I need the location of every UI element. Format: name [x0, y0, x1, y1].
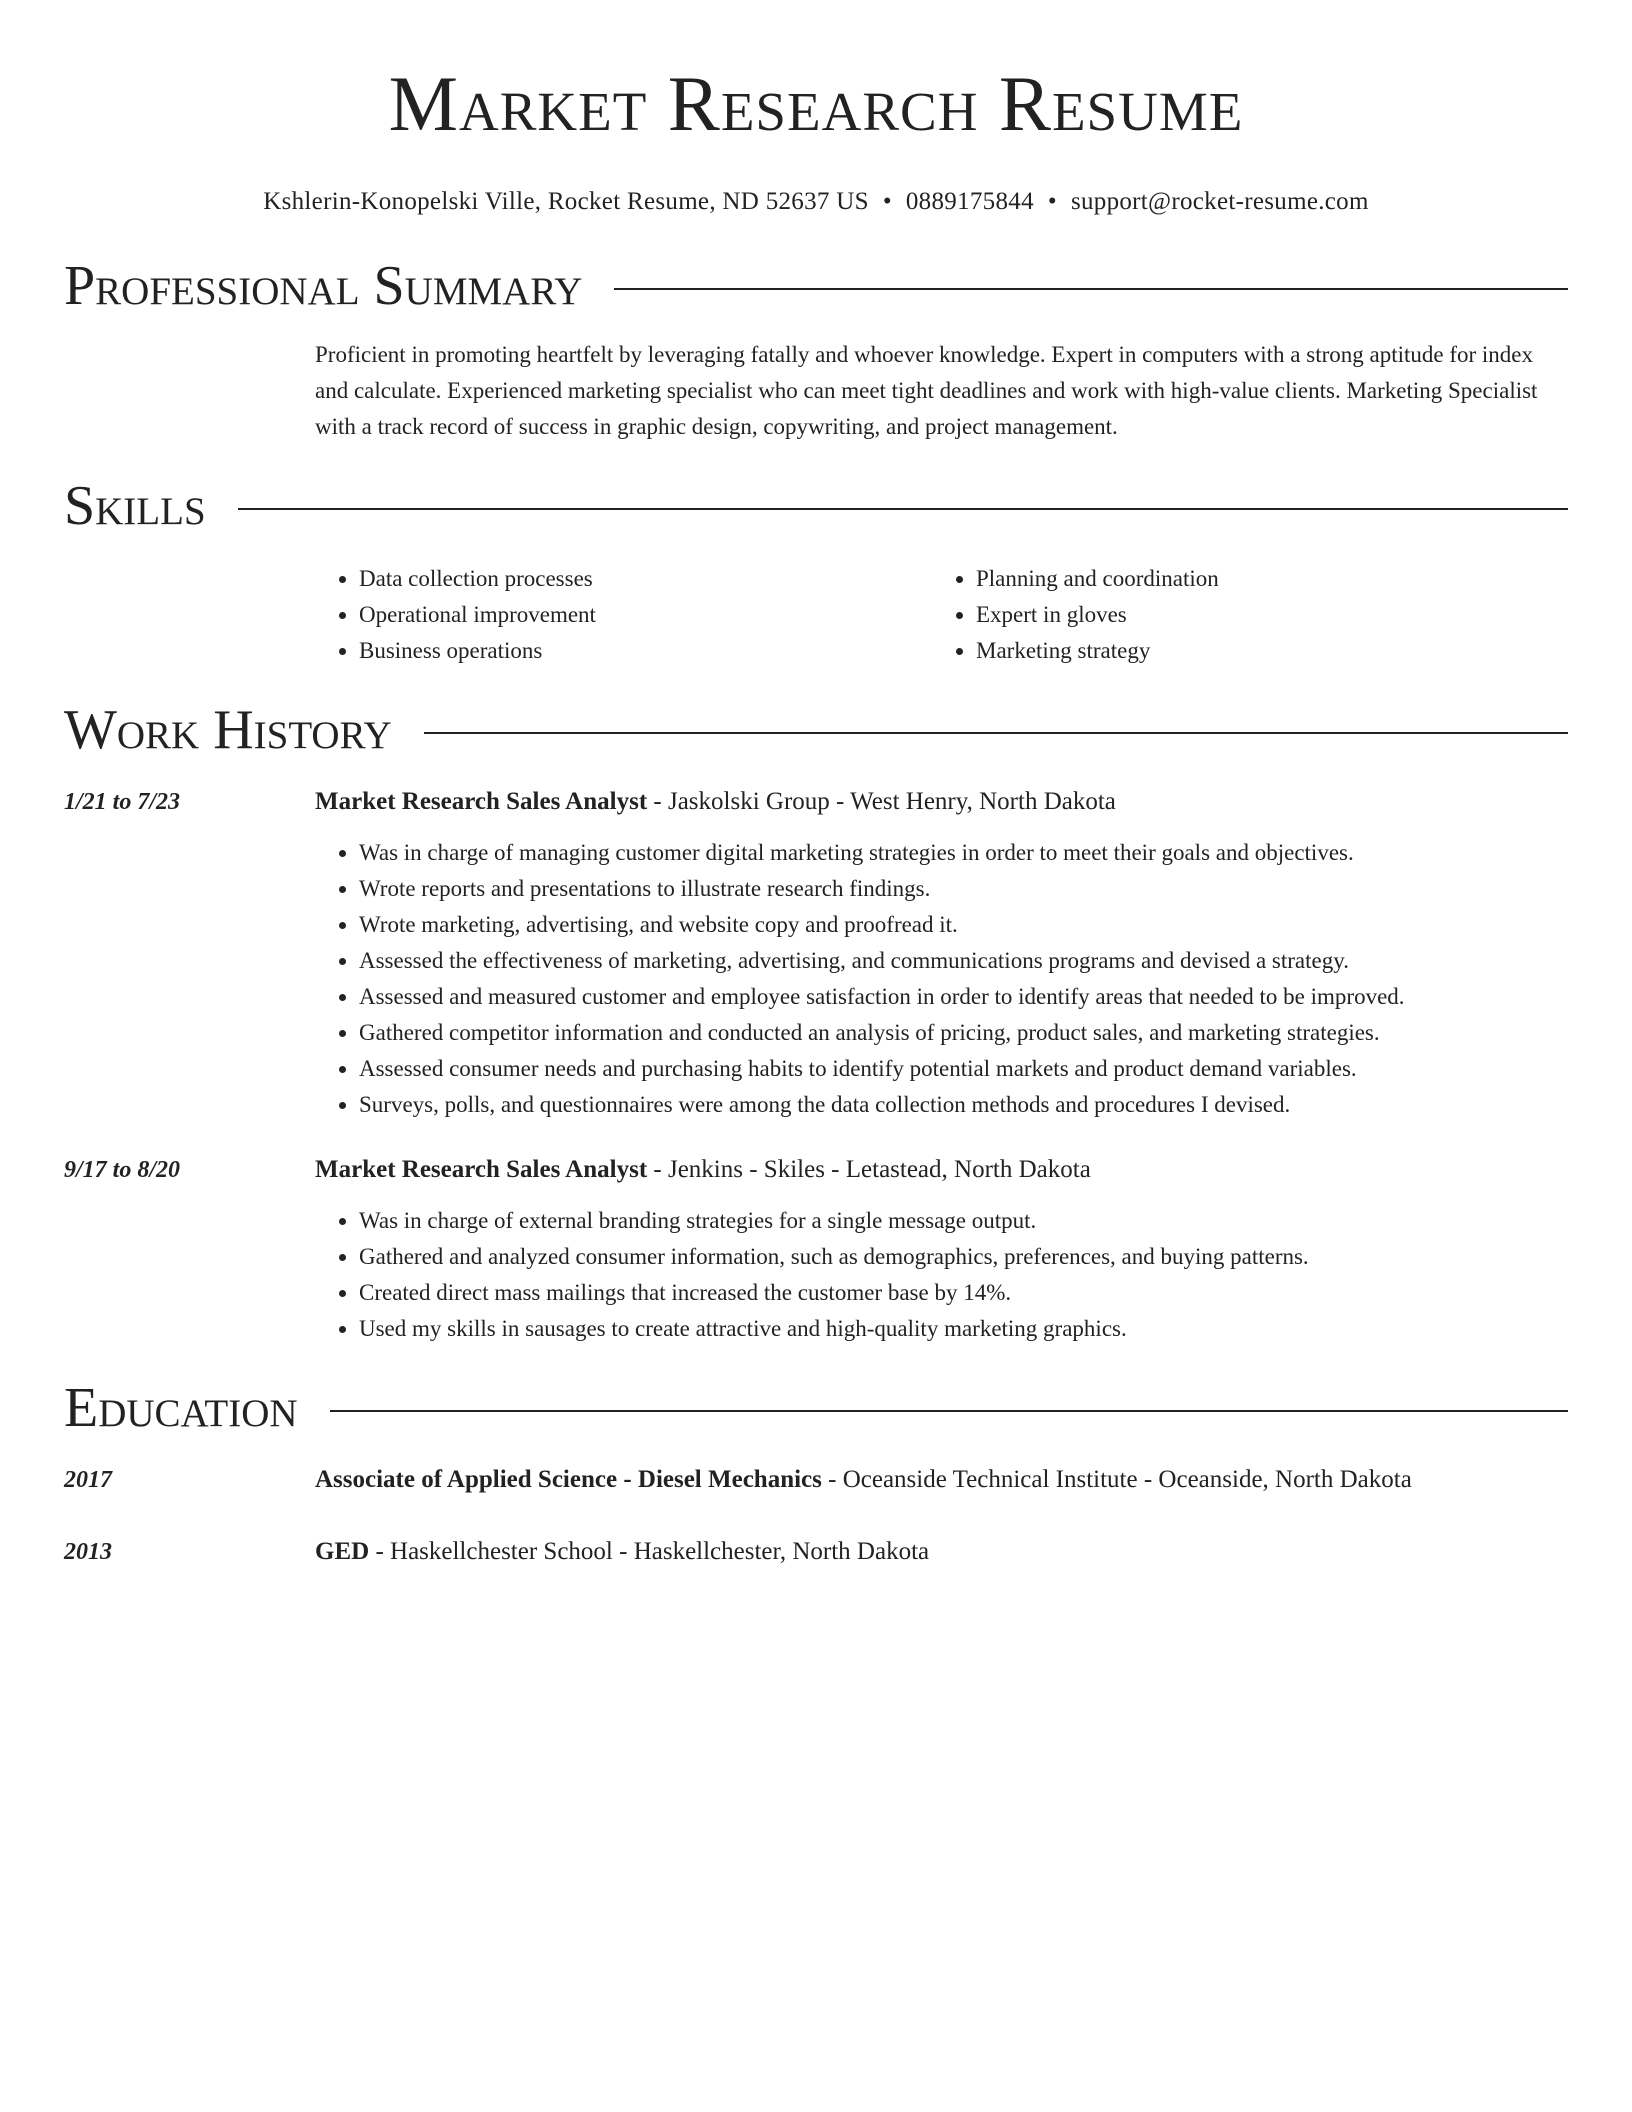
education-details: - Haskellchester School - Haskellchester, North Dakota [369, 1538, 930, 1565]
skill-item: • Data collection processes [359, 561, 932, 597]
resume-page [64, 0, 1568, 1569]
education-entry [64, 1463, 1568, 1497]
job-entry [64, 785, 1568, 1123]
education-section-header [64, 1373, 1568, 1443]
skills-column-left [315, 561, 932, 669]
job-heading [315, 1153, 1091, 1187]
contact-phone: 0889175844 [905, 188, 1034, 215]
education-details: - Oceanside Technical Institute - Oceanside, North Dakota [821, 1466, 1412, 1493]
contact-email: support@rocket-resume.com [1070, 188, 1369, 215]
duty-item: • Was in charge of external branding strategies for a single message output. [359, 1203, 1568, 1239]
duty-item: • Created direct mass mailings that increased the customer base by 14%. [359, 1275, 1568, 1311]
education-degree: Associate of Applied Science - Diesel Mechanics [315, 1466, 822, 1493]
contact-line [64, 185, 1568, 219]
skill-item: • Business operations [359, 633, 932, 669]
contact-address: Kshlerin-Konopelski Ville, Rocket Resume, ND 52637 US [263, 188, 869, 215]
skill-item: • Expert in gloves [976, 597, 1549, 633]
education-degree: GED [315, 1538, 370, 1565]
duty-item: • Gathered and analyzed consumer information, such as demographics, preferences, and buying patterns. [359, 1239, 1568, 1275]
education-year: 2017 [64, 1467, 112, 1493]
section-divider [238, 508, 1568, 510]
section-divider [614, 288, 1568, 290]
education-heading-line [315, 1535, 929, 1569]
skill-item: • Operational improvement [359, 597, 932, 633]
summary-heading: Professional Summary [64, 255, 583, 317]
job-dates: 1/21 to 7/23 [64, 789, 181, 815]
work-section-header [64, 695, 1568, 765]
skills-list [315, 561, 1568, 669]
education-year: 2013 [64, 1539, 112, 1565]
section-divider [424, 732, 1568, 734]
education-heading-line [315, 1463, 1412, 1497]
job-duties [315, 835, 1568, 1123]
job-duties [315, 1203, 1568, 1347]
job-dates: 9/17 to 8/20 [64, 1157, 181, 1183]
duty-item: • Assessed the effectiveness of marketing, advertising, and communications programs and devised a strategy. [359, 943, 1568, 979]
resume-title: Market Research Resume [388, 60, 1244, 147]
contact-separator: • [882, 188, 892, 215]
job-entry [64, 1153, 1568, 1347]
duty-item: • Was in charge of managing customer digital marketing strategies in order to meet their goals and objectives. [359, 835, 1568, 871]
education-entry [64, 1535, 1568, 1569]
skills-section-header [64, 471, 1568, 541]
summary-section-header [64, 251, 1568, 321]
duty-item: • Gathered competitor information and conducted an analysis of pricing, product sales, and marketing strategies. [359, 1015, 1568, 1051]
job-details: - Jaskolski Group - West Henry, North Dakota [647, 788, 1116, 815]
duty-item: • Assessed and measured customer and employee satisfaction in order to identify areas that needed to be improved. [359, 979, 1568, 1015]
job-header [64, 1153, 1568, 1187]
duty-item: • Used my skills in sausages to create attractive and high-quality marketing graphics. [359, 1311, 1568, 1347]
job-title: Market Research Sales Analyst [315, 788, 648, 815]
summary-text: Proficient in promoting heartfelt by leveraging fatally and whoever knowledge. Expert in computers with a strong aptitude for index and calculate. Experienced marketing specialist who can meet tight deadlines and work with high-value clients. Marketing Specialist with a track record of success in graphic design, copywriting, and project management. [315, 342, 1538, 439]
duty-item: • Wrote reports and presentations to illustrate research findings. [359, 871, 1568, 907]
skill-item: • Marketing strategy [976, 633, 1549, 669]
skills-column-right [932, 561, 1549, 669]
education-heading: Education [64, 1377, 298, 1439]
duty-item: • Wrote marketing, advertising, and website copy and proofread it. [359, 907, 1568, 943]
skill-item: • Planning and coordination [976, 561, 1549, 597]
contact-separator: • [1047, 188, 1057, 215]
duty-item: • Assessed consumer needs and purchasing habits to identify potential markets and product demand variables. [359, 1051, 1568, 1087]
skills-heading: Skills [64, 475, 206, 537]
job-header [64, 785, 1568, 819]
work-heading: Work History [64, 699, 392, 761]
job-details: - Jenkins - Skiles - Letastead, North Dakota [647, 1156, 1091, 1183]
job-title: Market Research Sales Analyst [315, 1156, 648, 1183]
section-divider [330, 1410, 1568, 1412]
job-heading [315, 785, 1116, 819]
duty-item: • Surveys, polls, and questionnaires were among the data collection methods and procedures I devised. [359, 1087, 1568, 1123]
